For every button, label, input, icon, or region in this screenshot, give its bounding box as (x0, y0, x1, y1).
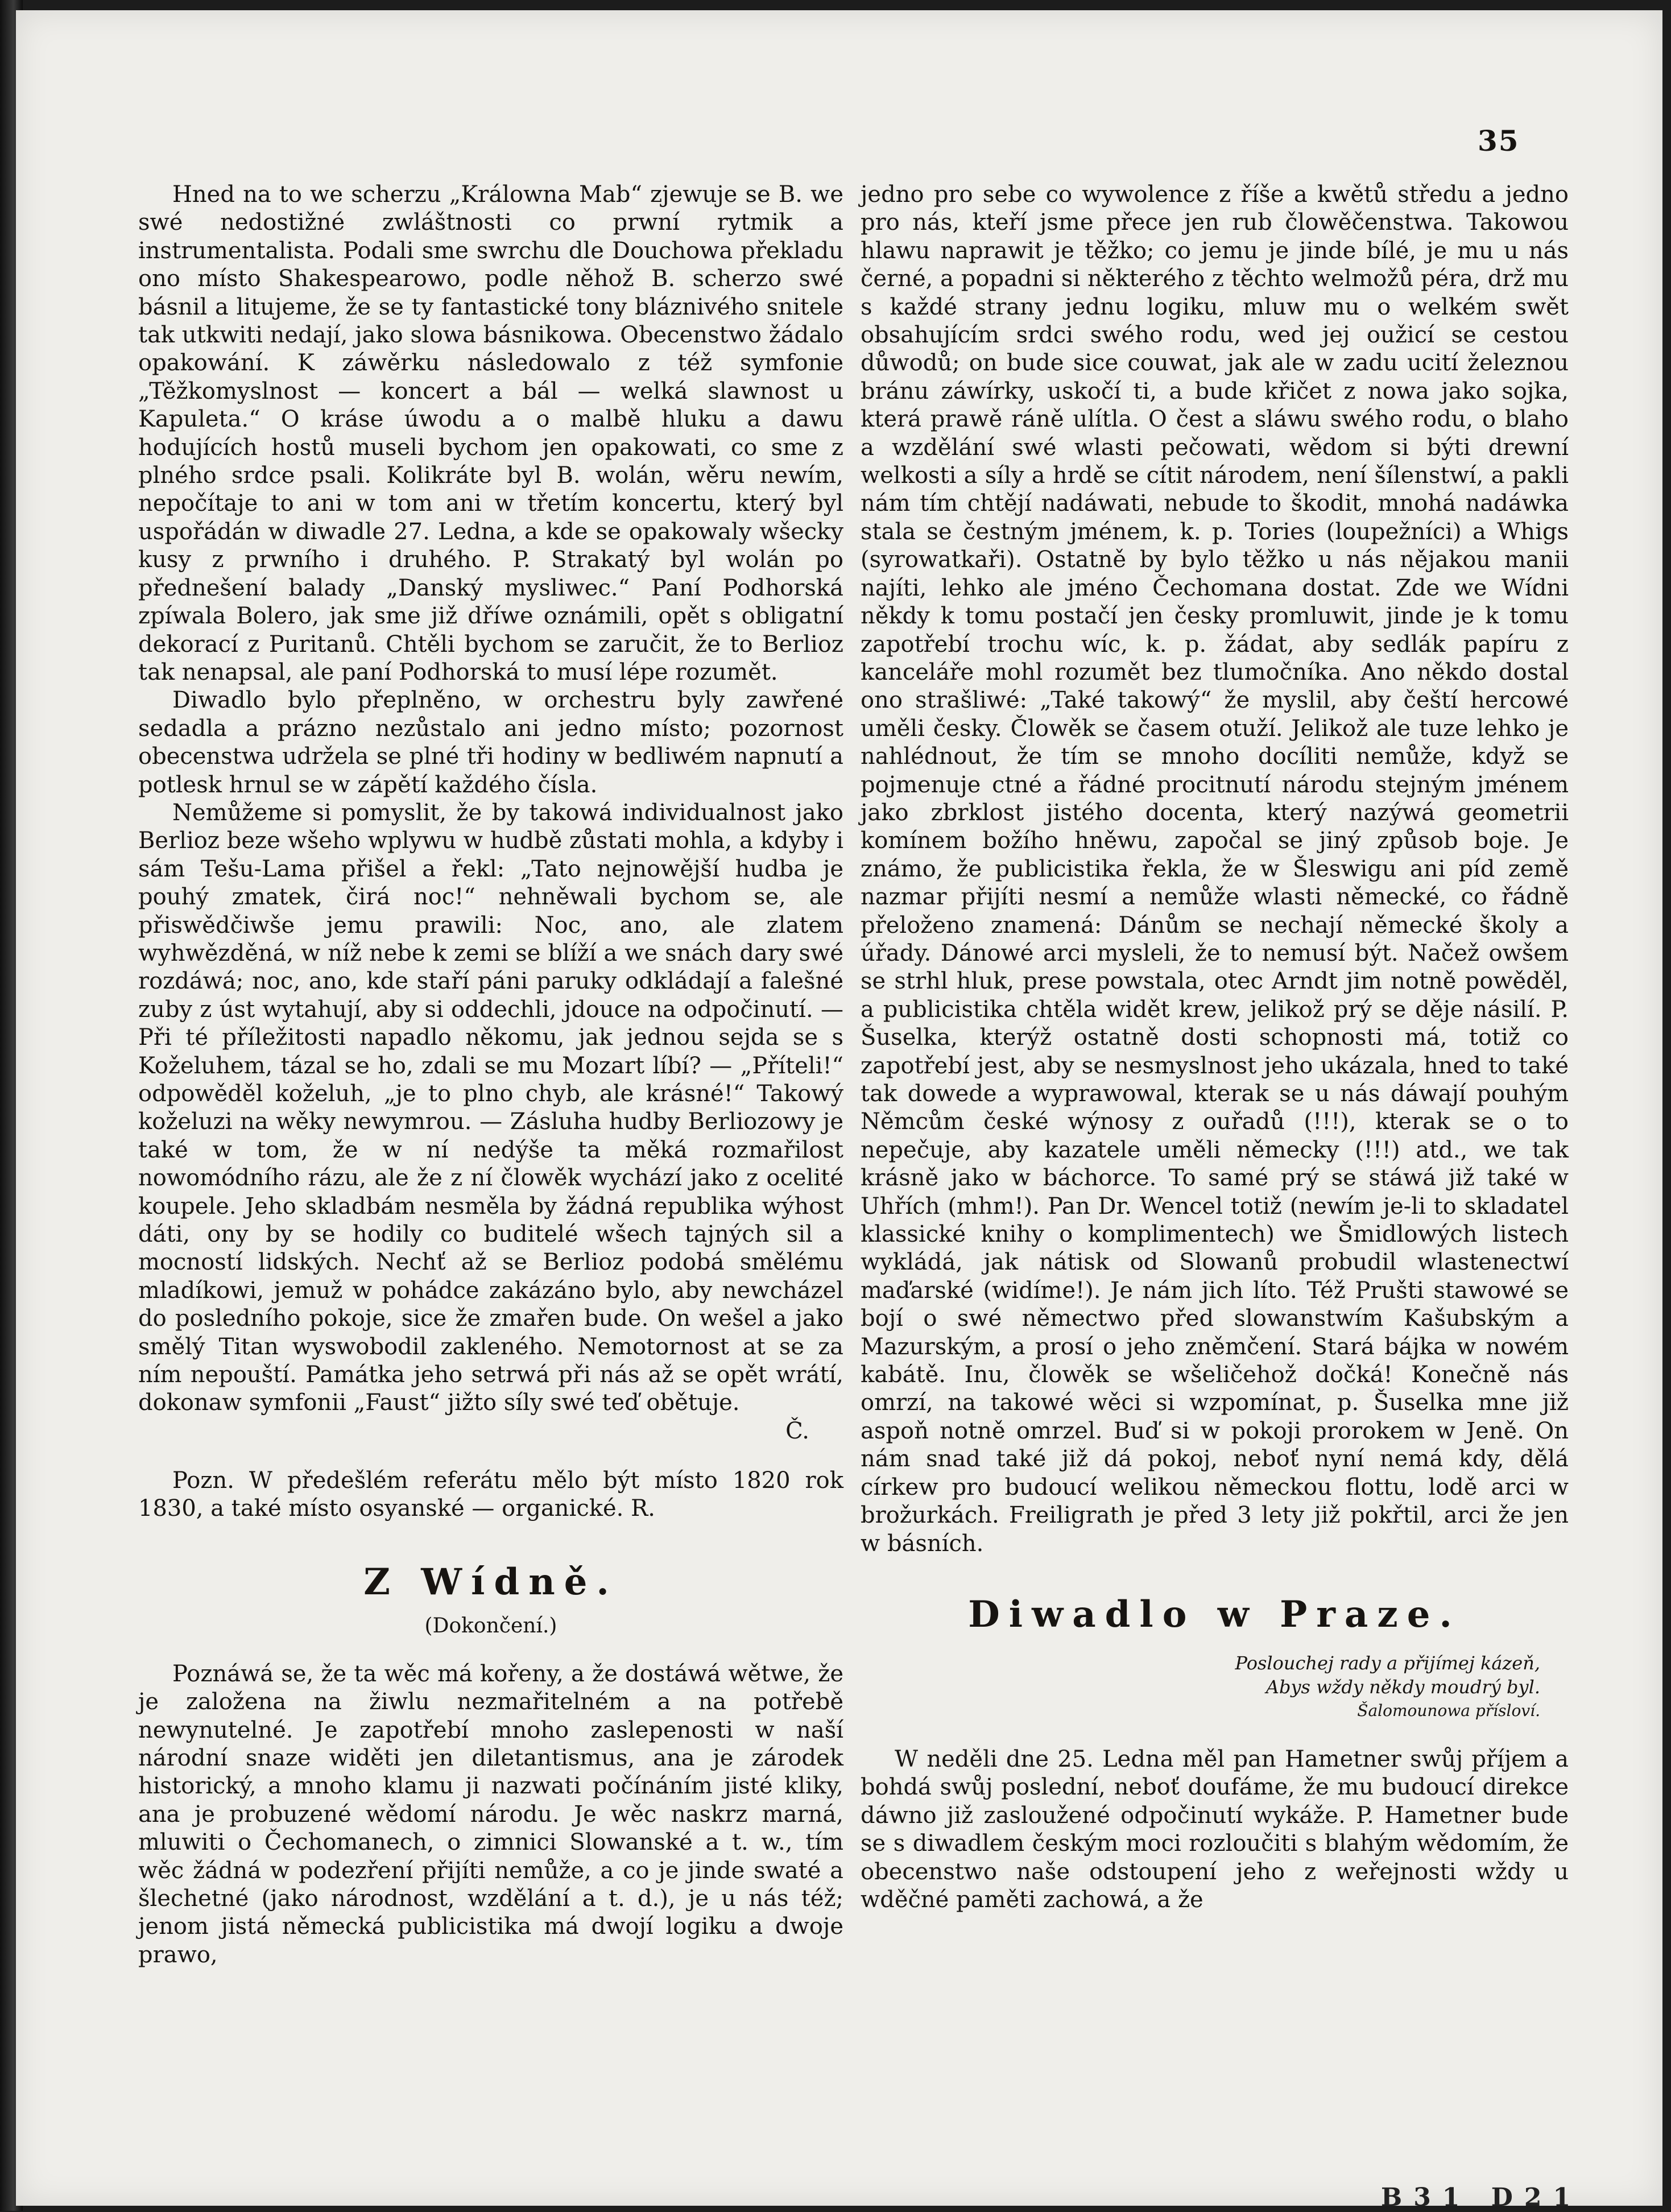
diwadlo-heading: Diwadlo w Praze. (968, 1593, 1461, 1636)
vidne-heading: Z Wídně. (363, 1560, 618, 1603)
motto-source: Šalomounowa přísloví. (1357, 1701, 1540, 1720)
berlioz-paragraph-1: Hned na to we scherzu „Králowna Mab“ zjewuje se B. we swé nedostižné zwláštnosti co prwní rytmik a instrumentalista. Podali sme swrchu dle Douchowa překladu ono místo Shakespearowo, podle něhož B. scherzo swé básnil a litujeme, že se ty fantastické tony bláznivého snitele tak utkwiti nedají, jako slowa básnikowa. Obecenstwo žádalo opakowání. K záwěrku následowalo z též symfonie „Těžkomyslnost — koncert a bál — welká slawnost u Kapuleta.“ O kráse úwodu a o malbě hluku a dawu hodujících hostů museli bychom jen opakowati, co sme z plného srdce psali. Kolikráte byl B. wolán, wěru newím, nepočítaje to ani w tom ani w třetím koncertu, který byl uspořádán w diwadle 27. Ledna, a kde se opakowaly wšecky kusy z prwního i druhého. P. Strakatý byl wolán po přednešení balady „Danský mysliwec.“ Paní Podhorská zpíwala Bolero, jak sme již dříwe oznámili, opět s obligatní dekorací z Puritanů. Chtěli bychom se zaručit, že to Berlioz tak nenapsal, ale paní Podhorská to musí lépe rozumět. (138, 181, 843, 685)
author-signoff: Č. (785, 1417, 809, 1444)
page-number: 35 (1478, 124, 1520, 158)
left-column (138, 181, 843, 1969)
right-column (861, 181, 1569, 1914)
berlioz-paragraph-2: Diwadlo bylo přeplněno, w orchestru byly zawřené sedadla a prázno nezůstalo ani jedno místo; pozornost obecenstwa udržela se plné tři hodiny w bedliwém napnutí a potlesk hrnul se w zápětí každého čísla. (138, 687, 843, 798)
vidne-continuation-paragraph: jedno pro sebe co wywolence z říše a kwětů středu a jedno pro nás, kteří jsme přece jen rub člowěčenstwa. Takowou hlawu naprawit je těžko; co jemu je jinde bílé, je mu u nás černé, a popadni si některého z těchto welmožů péra, drž mu s každé strany jednu logiku, mluw mu o welkém swět obsahujícím srdci swého rodu, wed jej oužicí se cestou důwodů; on bude sice couwat, jak ale w zadu ucití železnou bránu záwírky, uskočí ti, a bude křičet z nowa jako sojka, která prawě ráně ulítla. O čest a sláwu swého rodu, o blaho a wzdělání swé wlasti pečowati, wědom si býti drewní welkosti a síly a hrdě se cítit národem, není šílenstwí, a pakli nám tím chtějí nadáwati, nebude to škodit, mnohá nadáwka stala se čestným jménem, k. p. Tories (loupežníci) a Whigs (syrowatkaři). Ostatně by bylo těžko u nás nějakou manii najíti, lehko ale jméno Čechomana dostat. Zde we Wídni někdy k tomu postačí jen česky promluwit, jinde je k tomu zapotřebí trochu wíc, k. p. žádat, aby sedlák papíru z kanceláře mohl rozumět bez tlumočníka. Ano někdo dostal ono strašliwé: „Také takowý“ že myslil, aby čeští hercowé uměli česky. Člowěk se časem otuží. Jelikož ale tuze lehko je nahlédnout, že tím se mnoho docíliti nemůže, když se pojmenuje ctné a řádné procitnutí národu stejným jménem jako zbrklost jistého docenta, který nazýwá geometrii komínem božího hněwu, započal se jiný způsob boje. Je známo, že publicistika řekla, že w Šleswigu ani píd země nazmar přijíti nesmí a nemůže wlasti německé, co řádně přeloženo znamená: Dánům se nechají německé školy a úřady. Dánowé arci mysleli, že to nemusí být. Načež owšem se strhl hluk, prese powstala, otec Arndt jim notně powěděl, a publicistika chtěla widět krew, jelikož prý se děje násilí. P. Šuselka, kterýž ostatně dosti schopnosti má, totiž co zapotřebí jest, aby se nesmyslnost jeho ukázala, hned to také tak dowede a wyprawowal, kterak se u nás dáwají pouhým Němcům české wýnosy z ouřadů (!!!), kterak se o to nepečuje, aby kazatele uměli německy (!!!) atd., we tak krásně jako w báchorce. To samé prý se stáwá již také w Uhřích (mhm!). Pan Dr. Wencel totiž (newím je-li to skladatel klassické knihy o komplimentech) we Šmidlowých listech wykládá, jak nátisk od Slowanů probudil wlastenectwí maďarské (widíme!). Je nám jich líto. Též Prušti stawowé se bojí o swé němectwo před slowanstwím Kašubským a Mazurským, a prosí o jeho zněmčení. Stará bájka w nowém kabátě. Inu, člowěk se wšeličehož dočká! Konečně nás omrzí, na takowé wěci si wzpomínat, p. Šuselka mne již aspoň notně omrzel. Buď si w pokoji prorokem w Jeně. On nám snad také již dá pokoj, neboť nyní nemá kdy, dělá církew pro budoucí welikou německou flottu, lodě arci w brožurkách. Freiligrath je před 3 lety již pokřtil, arci že jen w básních. (861, 181, 1569, 1557)
motto-line-1: Poslouchej rady a přijímej kázeň, (1235, 1652, 1540, 1674)
vidne-paragraph: Poznáwá se, že ta wěc má kořeny, a že dostáwá wětwe, že je založena na žiwlu nezmařitelném a na potřebě newynutelné. Je zapotřebí mnoho zaslepenosti w naší národní snaze widěti jen diletantismus, ana je zárodek historický, a mnoho klamu ji nazwati počínáním jisté kliky, ana je probuzené wědomí národu. Je wěc naskrz marná, mluwiti o Čechomanech, o zimnici Slowanské a t. w., tím wěc žádná w podezření přijíti nemůže, a co je jinde swaté a šlechetné (jako národnost, wzdělání a t. d.), je u nás též; jenom jistá německá publicistika má dwojí logiku a dwoje prawo, (138, 1660, 843, 1968)
editorial-note: Pozn. W předešlém referátu mělo být místo 1820 rok 1830, a také místo osyanské — organické. R. (138, 1467, 843, 1522)
scanned-page (16, 10, 1662, 2212)
vidne-subheading: (Dokončení.) (424, 1614, 557, 1638)
motto-line-2: Abys wždy někdy moudrý byl. (1265, 1676, 1540, 1698)
berlioz-paragraph-3: Nemůžeme si pomyslit, že by takowá individualnost jako Berlioz beze wšeho wplywu w hudbě zůstati mohla, a kdyby i sám Tešu-Lama přišel a řekl: „Tato nejnowější hudba je pouhý zmatek, čirá noc!“ nehněwali bychom se, ale přiswědčiwše jemu prawili: Noc, ano, ale zlatem wyhwězděná, w níž nebe k zemi se blíží a we snách dary swé rozdáwá; noc, ano, kde staří páni paruky odkládají a falešné zuby z úst wytahují, aby si oddechli, jdouce na odpočinutí. — Při té příležitosti napadlo někomu, jak jednou sejda se s Koželuhem, tázal se ho, zdali se mu Mozart líbí? — „Příteli!“ odpowěděl koželuh, „je to plno chyb, ale krásné!“ Takowý koželuzi na wěky newymrou. — Zásluha hudby Berliozowy je také w tom, že w ní nedýše ta měká rozmařilost nowomódního rázu, ale že z ní člowěk wychází jako z ocelité koupele. Jeho skladbám nesměla by žádná republika wýhost dáti, ony by se hodily co buditelé wšech tajných sil a mocností lidských. Nechť až se Berlioz podobá smělému mladíkowi, jemuž w pohádce zakázáno bylo, aby newcházel do posledního pokoje, sice že zmařen bude. On wešel a jako smělý Titan wyswobodil zakleného. Nemotornost at se za ním nepouští. Památka jeho setrwá při nás až se opět wrátí, dokonaw symfonii „Faust“ jižto síly swé teď obětuje. (138, 799, 843, 1416)
archive-marks: B31 D21 (1381, 2183, 1582, 2212)
diwadlo-paragraph: W neděli dne 25. Ledna měl pan Hametner swůj příjem a bohdá swůj poslední, neboť doufáme, že mu budoucí direkce dáwno již zasloužené odpočinutí wykáže. P. Hametner bude se s diwadlem českým moci rozloučiti s blahým wědomím, že obecenstwo naše odstoupení jeho z weřejnosti wždy u wděčné paměti zachowá, a že (861, 1746, 1569, 1913)
